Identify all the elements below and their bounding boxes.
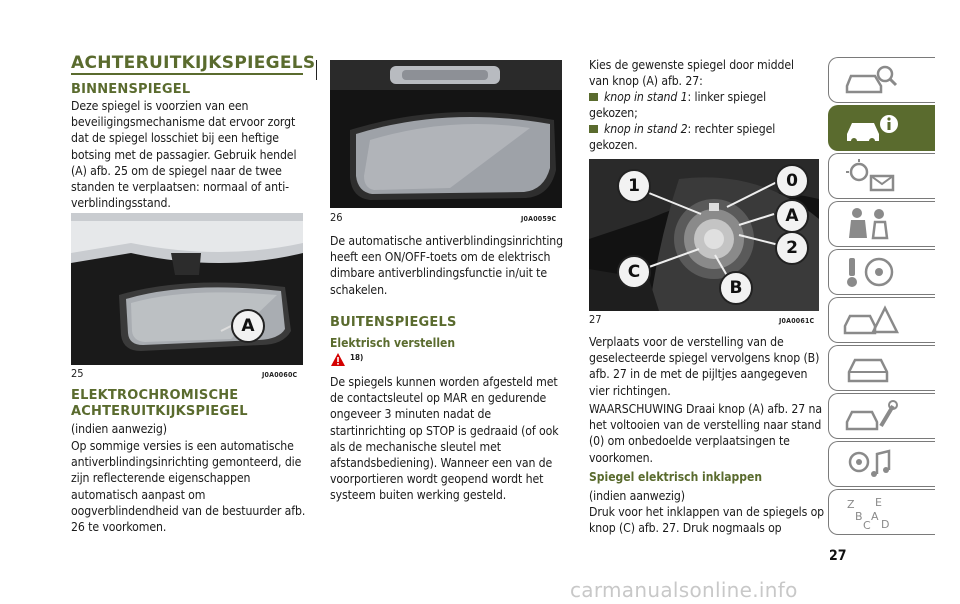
bullet-item-1	[589, 89, 814, 121]
page-title: ACHTERUITKIJKSPIEGELS	[71, 53, 316, 73]
antiverblinding-text: De automatische antiverblindingsinrichting heeft een ON/OFF-toets om de elektrisch dimbare antiverblindingsfunctie in/uit te schakelen.	[330, 234, 563, 297]
elektrochromische-text: Op sommige versies is een automatische antiverblindingsinrichting gemonteerd, die zijn reflecterende eigenschappen automatisch aanpast om oogverblindendheid van de bestuurder afb. 26 te voorkomen.	[71, 439, 306, 535]
sidebar-tab-steering-key[interactable]	[828, 249, 935, 295]
sidebar-tab-car-search[interactable]	[828, 57, 935, 103]
watermark: carmanualsonline.info	[570, 578, 798, 602]
page-number: 27	[829, 548, 847, 564]
car-service-icon	[841, 350, 901, 386]
figure-27-code: J0A0061C	[779, 317, 815, 325]
rearview-mirror-illustration	[71, 213, 303, 365]
sidebar-tab-car-breakdown[interactable]	[828, 297, 935, 343]
figure-26-electrochromic-mirror	[330, 60, 562, 208]
svg-text:A: A	[871, 510, 879, 523]
bullet-marker	[589, 93, 598, 101]
sidebar-tab-warning-lights[interactable]	[828, 153, 935, 199]
svg-text:D: D	[881, 518, 890, 530]
waarschuwing-text: WAARSCHUWING Draai knop (A) afb. 27 na het voltooien van de verstelling naar stand (0) om onbedoelde verplaatsingen te voorkomen.	[589, 402, 822, 465]
title-underline	[71, 73, 303, 75]
sidebar-tab-seatbelt-airbag[interactable]	[828, 201, 935, 247]
verstelling-text: Verplaats voor de verstelling van de geselecteerde spiegel vervolgens knop (B) afb. 27 in de met de pijltjes aangegeven vier richtingen.	[589, 335, 820, 398]
figure-27-label: 27	[589, 313, 602, 326]
callout-2: 2	[775, 231, 809, 265]
electrochromic-mirror-illustration	[330, 60, 562, 208]
index-alphabet-icon	[841, 494, 901, 530]
callout-a: A	[775, 199, 809, 233]
warning-triangle-icon	[330, 352, 346, 371]
binnenspiegel-text: Deze spiegel is voorzien van een beveiligingsmechanisme dat ervoor zorgt dat de spiegel losschiet bij een heftige botsing met de passagier. Gebruik hendel (A) afb. 25 om de spiegel naar de twee standen te verplaatsen: normaal of anti-verblindingsstand.	[71, 99, 297, 211]
svg-text:Z: Z	[847, 498, 855, 511]
sidebar-tab-multimedia[interactable]	[828, 441, 935, 487]
multimedia-icon	[841, 446, 901, 482]
spiegel-keuze-text: Kies de gewenste spiegel door middel van knop (A) afb. 27:	[589, 58, 794, 89]
elektrochromische-note: (indien aanwezig)	[71, 422, 167, 436]
column-divider	[316, 60, 317, 80]
warning-reference: 18)	[350, 353, 364, 362]
figure-26-code: J0A0059C	[521, 215, 557, 223]
bullet-item-2	[589, 121, 814, 153]
sidebar-tab-wrench-car[interactable]	[828, 393, 935, 439]
subsection-spiegel-inklappen: Spiegel elektrisch inklappen	[589, 470, 763, 484]
section-title-buitenspiegels: BUITENSPIEGELS	[330, 315, 457, 330]
bullet-1-rest: : linker spiegel gekozen;	[589, 90, 767, 121]
car-search-icon	[841, 62, 901, 98]
figure-25-label: 25	[71, 367, 84, 380]
figure-25-code: J0A0060C	[262, 371, 298, 379]
callout-1: 1	[617, 169, 651, 203]
bullet-1-italic: knop in stand 1	[604, 90, 688, 104]
bullet-marker	[589, 125, 598, 133]
callout-a-fig25: A	[231, 309, 265, 343]
sidebar-tab-index[interactable]	[828, 489, 935, 535]
figure-26-label: 26	[330, 211, 343, 224]
callout-0: 0	[775, 164, 809, 198]
section-title-elektrochromische-2: ACHTERUITKIJKSPIEGEL	[71, 404, 248, 419]
svg-text:E: E	[875, 496, 882, 509]
wrench-car-icon	[841, 398, 901, 434]
svg-text:C: C	[863, 519, 871, 530]
callout-b: B	[719, 271, 753, 305]
car-info-icon	[841, 110, 901, 146]
bullet-2-rest: : rechter spiegel gekozen.	[589, 122, 776, 153]
subsection-elektrisch-verstellen: Elektrisch verstellen	[330, 336, 456, 350]
bullet-2-italic: knop in stand 2	[604, 122, 688, 136]
callout-c: C	[617, 255, 651, 289]
steering-wheel-key-icon	[841, 254, 901, 290]
figure-25-rearview-mirror	[71, 213, 303, 365]
inklappen-note: (indien aanwezig)	[589, 489, 685, 503]
car-breakdown-icon	[841, 302, 901, 338]
section-title-elektrochromische-1: ELEKTROCHROMISCHE	[71, 388, 239, 403]
sidebar-tab-car-service[interactable]	[828, 345, 935, 391]
inklappen-text: Druk voor het inklappen van de spiegels op knop (C) afb. 27. Druk nogmaals op	[589, 505, 825, 536]
svg-text:B: B	[855, 510, 863, 523]
sidebar-tab-car-info[interactable]	[828, 105, 935, 151]
figure-27-mirror-control	[589, 159, 819, 311]
elektrisch-verstellen-text: De spiegels kunnen worden afgesteld met de contactsleutel op MAR en gedurende ongeveer 3 minuten nadat de startinrichting op STOP is gedraaid (of ook als de mechanische sleutel met afstandsbediening). Wanneer een van de voorportieren wordt geopend wordt het systeem buiten werking gesteld.	[330, 375, 559, 503]
section-title-binnenspiegel: BINNENSPIEGEL	[71, 82, 191, 97]
warning-lights-icon	[841, 158, 901, 194]
seatbelt-airbag-icon	[841, 206, 901, 242]
